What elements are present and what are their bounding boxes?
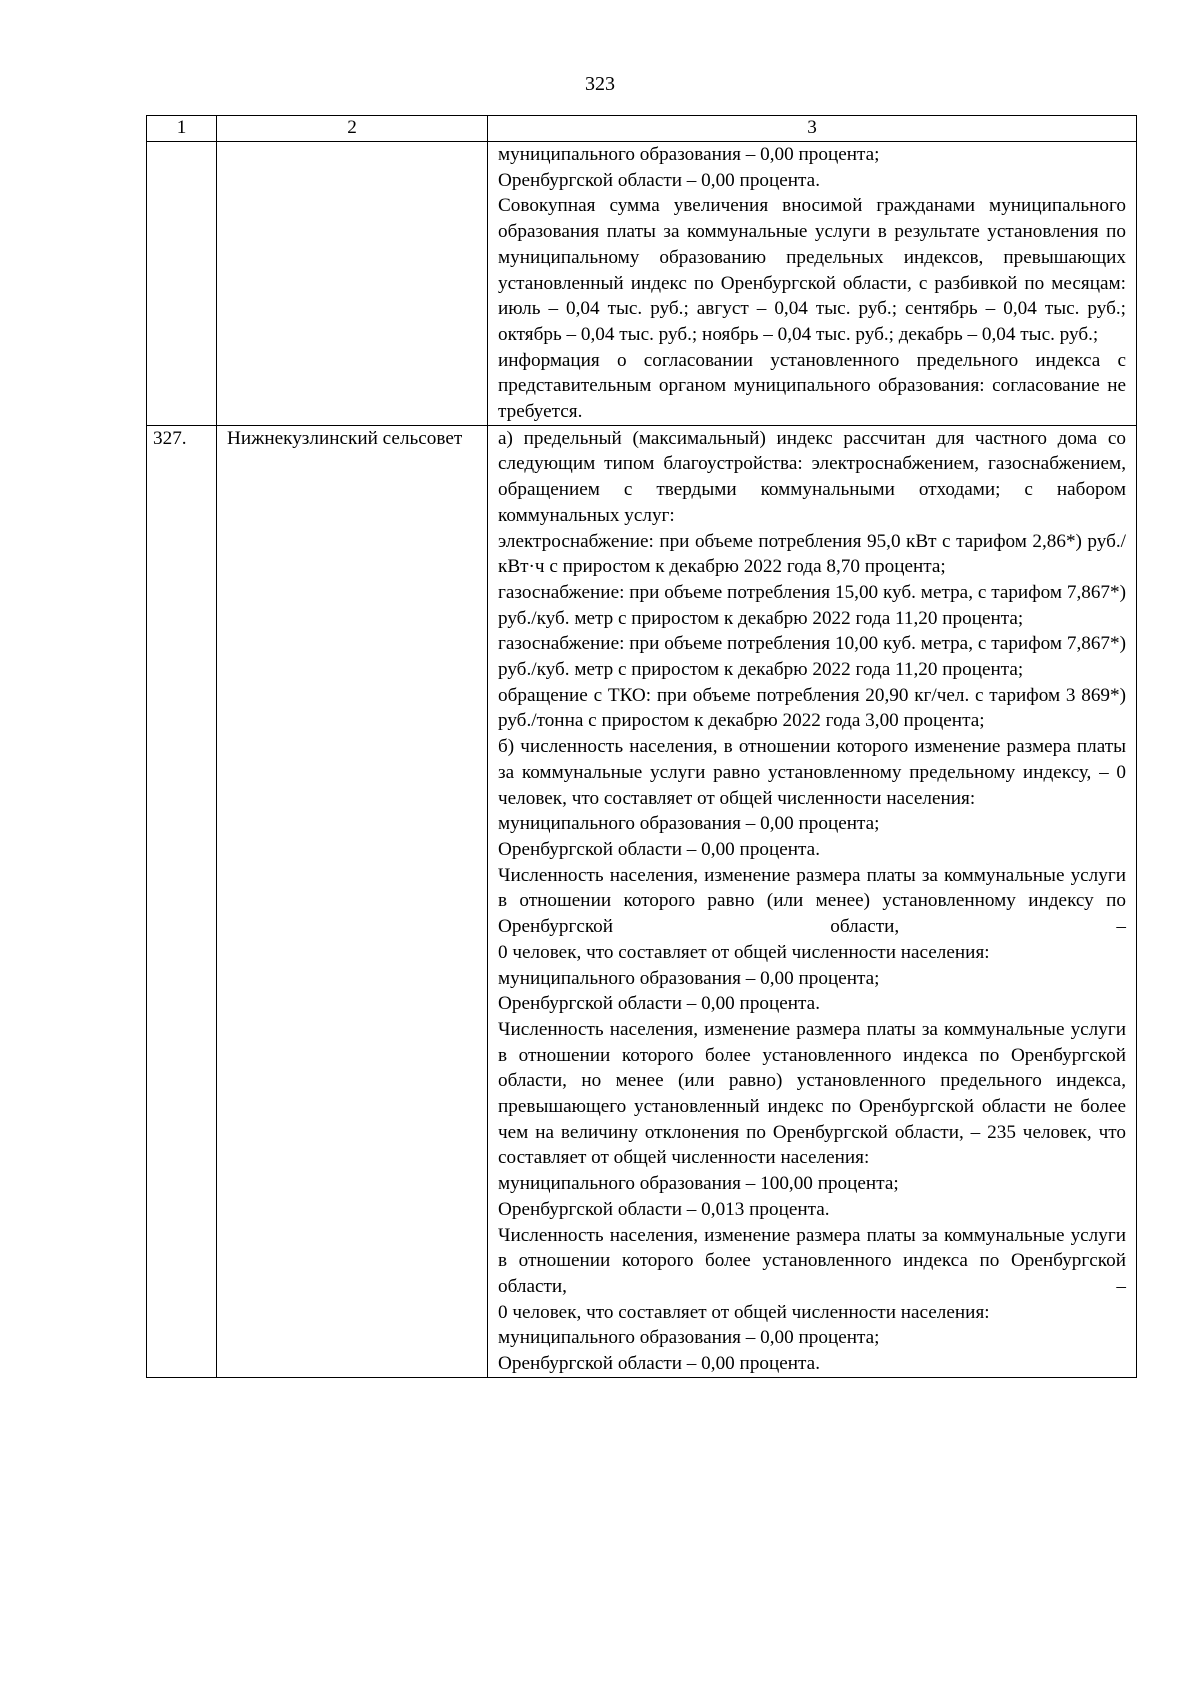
row-text (488, 425, 1137, 1377)
paragraph: муниципального образования – 0,00 процента; (498, 813, 880, 835)
paragraph: б) численность населения, в отношении которого изменение размера платы за коммунальные услуги равно установленному предельному индексу, – 0 человек, что составляет от общей численности населения: (498, 736, 1126, 809)
paragraph: муниципального образования – 0,00 процента; (498, 967, 880, 989)
header-col-3: 3 (488, 116, 1137, 142)
header-col-1: 1 (147, 116, 217, 142)
row-number: 327. (147, 425, 217, 1377)
paragraph: Численность населения, изменение размера платы за коммунальные услуги в отношении которого более установленного индекса по Оренбургской области, но менее (или равно) установленного предельного индекса, превышающего установленный индекс по Оренбургской области не более чем на величину отклонения по Оренбургской области, – 235 человек, что составляет от общей численности населения: (498, 1018, 1126, 1169)
paragraph: муниципального образования – 0,00 процента; (498, 1327, 880, 1349)
paragraph: Численность населения, изменение размера платы за коммунальные услуги в отношении которого более установленного индекса по Оренбургской области, – (498, 1224, 1126, 1297)
paragraph: Оренбургской области – 0,00 процента. (498, 1353, 820, 1375)
document-table (146, 115, 1137, 1378)
paragraph: газоснабжение: при объеме потребления 10,00 куб. метра, с тарифом 7,867*) руб./куб. метр с приростом к декабрю 2022 года 11,20 процента; (498, 633, 1126, 681)
table-header-row (147, 116, 1137, 142)
paragraph: Численность населения, изменение размера платы за коммунальные услуги в отношении которого равно (или менее) установленному индексу по Оренбургской области, – (498, 864, 1126, 938)
paragraph: 0 человек, что составляет от общей численности населения: (498, 941, 990, 963)
paragraph: муниципального образования – 100,00 процента; (498, 1173, 899, 1195)
header-col-2: 2 (217, 116, 488, 142)
paragraph: Оренбургской области – 0,013 процента. (498, 1198, 830, 1220)
paragraph: Совокупная сумма увеличения вносимой гражданами муниципального образования платы за коммунальные услуги в результате установления по муниципальному образованию предельных индексов, превышающих установленный индекс по Оренбургской области, с разбивкой по месяцам: июль – 0,04 тыс. руб.; август – 0,04 тыс. руб.; сентябрь – 0,04 тыс. руб.; октябрь – 0,04 тыс. руб.; ноябрь – 0,04 тыс. руб.; декабрь – 0,04 тыс. руб.; (498, 195, 1126, 345)
paragraph: муниципального образования – 0,00 процента; (498, 144, 880, 165)
paragraph: Оренбургской области – 0,00 процента. (498, 169, 820, 191)
paragraph: газоснабжение: при объеме потребления 15,00 куб. метра, с тарифом 7,867*) руб./куб. метр с приростом к декабрю 2022 года 11,20 процента; (498, 581, 1126, 629)
paragraph: 0 человек, что составляет от общей численности населения: (498, 1301, 990, 1323)
paragraph: Оренбургской области – 0,00 процента. (498, 993, 820, 1015)
page-number: 323 (585, 73, 615, 95)
table-row (147, 142, 1137, 426)
paragraph: а) предельный (максимальный) индекс рассчитан для частного дома со следующим типом благоустройства: электроснабжением, газоснабжением, обращением с твердыми коммунальными отходами; с набором коммунальных услуг: (498, 427, 1126, 526)
paragraph: обращение с ТКО: при объеме потребления 20,90 кг/чел. с тарифом 3 869*) руб./тонна с приростом к декабрю 2022 года 3,00 процента; (498, 684, 1126, 732)
row-name: Нижнекузлинский сельсовет (217, 425, 488, 1377)
row-number (147, 142, 217, 426)
paragraph: электроснабжение: при объеме потребления 95,0 кВт с тарифом 2,86*) руб./кВт·ч с приростом к декабрю 2022 года 8,70 процента; (498, 530, 1126, 578)
paragraph: информация о согласовании установленного предельного индекса с представительным органом муниципального образования: согласование не требуется. (498, 349, 1126, 423)
row-name (217, 142, 488, 426)
row-text (488, 142, 1137, 426)
paragraph: Оренбургской области – 0,00 процента. (498, 838, 820, 860)
table-row (147, 425, 1137, 1377)
